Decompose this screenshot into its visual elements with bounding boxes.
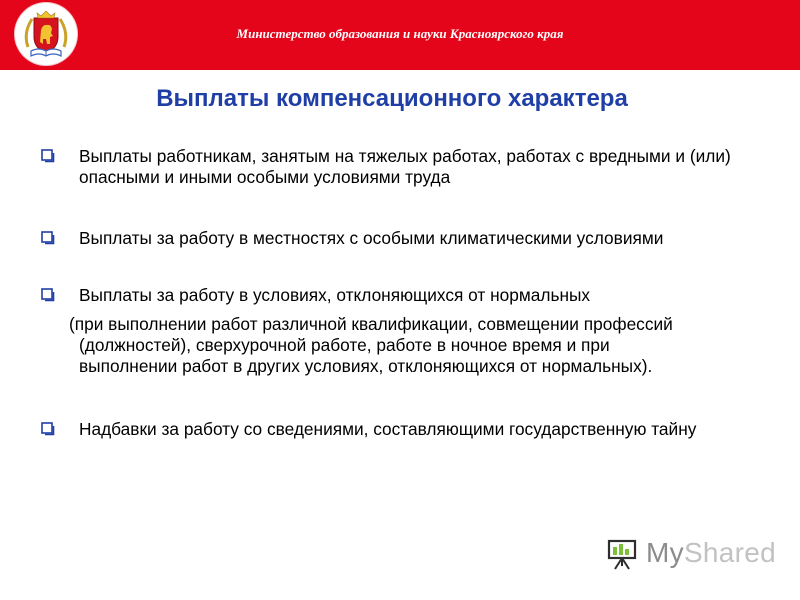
bullet-text: Выплаты за работу в условиях, отклоняющихся от нормальных [79, 285, 591, 305]
bullet-note [69, 314, 794, 377]
bullet-note-line: (при выполнении работ различной квалификации, совмещении профессий [69, 314, 673, 334]
bullet-note-line: (должностей), сверхурочной работе, работе в ночное время и при [79, 335, 610, 355]
hollow-square-bullet-icon [41, 422, 55, 436]
hollow-square-bullet-icon [41, 231, 55, 245]
hollow-square-bullet-icon [41, 149, 55, 163]
myshared-logo-icon [606, 536, 642, 572]
myshared-watermark [606, 536, 777, 572]
bullet-text: Надбавки за работу со сведениями, составляющими государственную тайну [79, 419, 697, 439]
bullet-text: Выплаты за работу в местностях с особыми климатическими условиями [79, 228, 664, 248]
hollow-square-bullet-icon [41, 288, 55, 302]
brand-part-shared: Shared [683, 537, 777, 568]
myshared-brand-text [646, 537, 776, 569]
brand-part-my: My [646, 537, 684, 568]
ministry-name: Министерство образования и науки Красноярского края [236, 26, 564, 41]
slide-title: Выплаты компенсационного характера [156, 85, 628, 112]
bullet-text: Выплаты работникам, занятым на тяжелых работах, работах с вредными и (или) опасными и иными особыми условиями труда [79, 146, 731, 187]
bullet-note-line: выполнении работ в других условиях, отклоняющихся от нормальных). [79, 356, 653, 376]
